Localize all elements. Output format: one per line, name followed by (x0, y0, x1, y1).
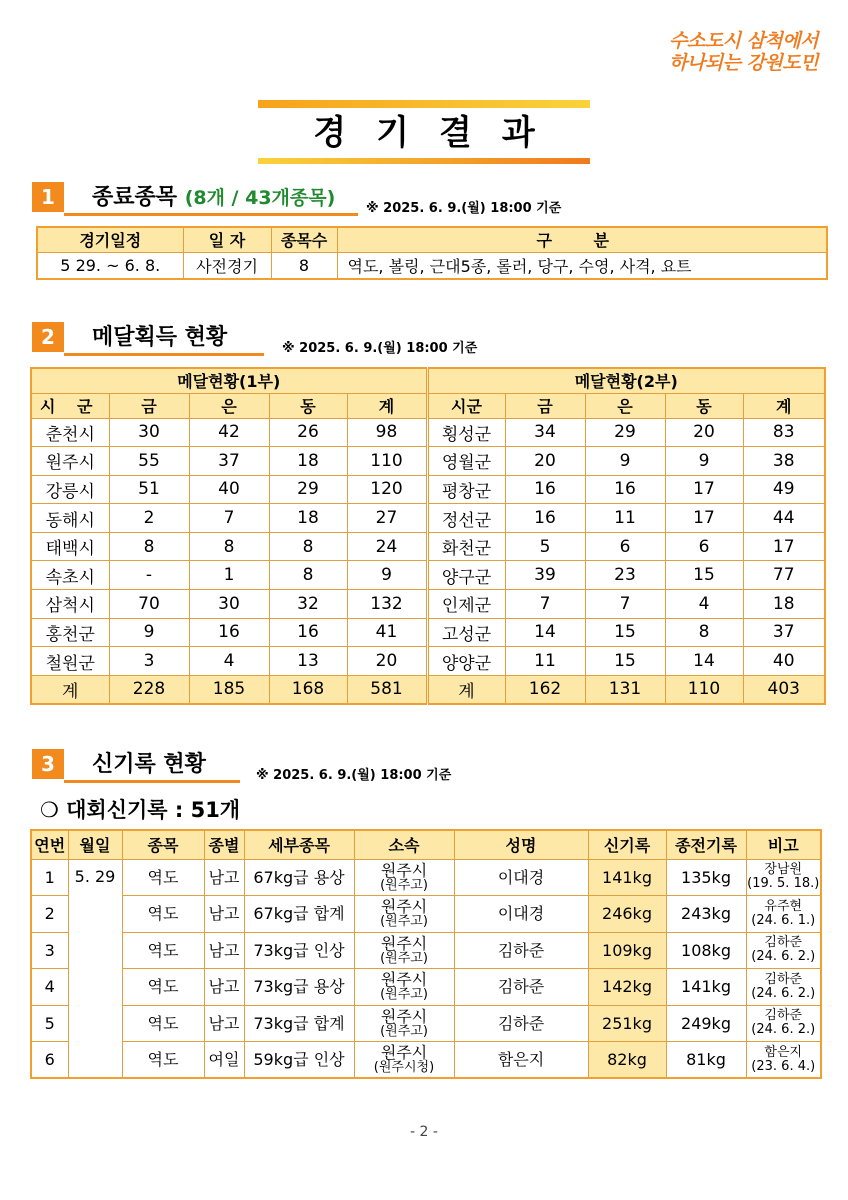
col-header: 세부종목 (244, 830, 354, 859)
col-header: 경기일정 (37, 227, 183, 252)
record-new: 142kg (588, 969, 666, 1006)
medal-count: 29 (269, 475, 347, 504)
medal-count: 6 (585, 532, 665, 561)
record-no: 6 (31, 1042, 68, 1079)
medal-count: 7 (505, 590, 585, 619)
org-city: 원주시 (380, 860, 428, 880)
region-name: 삼척시 (31, 590, 109, 619)
medal-count: 29 (585, 418, 665, 447)
medal-count: 41 (347, 618, 427, 647)
record-org (354, 969, 454, 1006)
medal-count: 37 (189, 447, 269, 476)
section-underline (64, 353, 264, 356)
medal-count: 44 (743, 504, 825, 533)
cell-sports: 역도, 볼링, 근대5종, 롤러, 당구, 수영, 사격, 요트 (337, 252, 827, 279)
medal-group-header-1: 메달현황(1부) (31, 368, 427, 393)
record-org (354, 896, 454, 933)
region-name: 정선군 (427, 504, 505, 533)
section-number: 3 (32, 749, 64, 779)
record-new: 82kg (588, 1042, 666, 1079)
region-name: 양양군 (427, 647, 505, 676)
col-header: 월일 (68, 830, 122, 859)
completed-events-table (36, 226, 828, 280)
medal-count: 16 (505, 504, 585, 533)
col-header: 비고 (746, 830, 821, 859)
medal-count: 9 (347, 561, 427, 590)
medal-count: 40 (189, 475, 269, 504)
medal-count: 7 (585, 590, 665, 619)
medal-count: 49 (743, 475, 825, 504)
record-event: 67kg급 용상 (244, 859, 354, 896)
col-header: 종별 (204, 830, 244, 859)
medal-count: 34 (505, 418, 585, 447)
note-holder: 장남원 (764, 862, 803, 878)
record-event: 73kg급 용상 (244, 969, 354, 1006)
medal-count: 9 (665, 447, 743, 476)
section-underline (64, 213, 358, 216)
col-header: 계 (743, 393, 825, 418)
note-holder: 김하준 (764, 935, 803, 951)
total-cell: 228 (109, 675, 189, 704)
medal-table (30, 367, 826, 705)
org-city: 원주시 (380, 970, 428, 990)
event-logo (669, 30, 818, 74)
medal-count: 5 (505, 532, 585, 561)
medal-count: 18 (743, 590, 825, 619)
medal-count: 23 (585, 561, 665, 590)
logo-line-1: 수소도시 삼척에서 (669, 30, 818, 52)
note-date: (23. 6. 4.) (751, 1058, 816, 1074)
record-no: 1 (31, 859, 68, 896)
col-header: 은 (189, 393, 269, 418)
medal-count: 1 (189, 561, 269, 590)
medal-row (31, 475, 825, 504)
medal-count: 14 (665, 647, 743, 676)
region-name: 평창군 (427, 475, 505, 504)
medal-count: 4 (665, 590, 743, 619)
record-athlete: 이대경 (454, 859, 588, 896)
record-event: 67kg급 합계 (244, 896, 354, 933)
record-row (31, 859, 821, 896)
medal-count: 30 (109, 418, 189, 447)
org-team: (원주고) (380, 877, 428, 893)
new-records-count: ❍ 대회신기록 : 51개 (40, 798, 241, 822)
logo-line-2: 하나되는 강원도민 (669, 52, 818, 74)
col-header: 성명 (454, 830, 588, 859)
record-no: 2 (31, 896, 68, 933)
record-category: 남고 (204, 969, 244, 1006)
record-category: 남고 (204, 932, 244, 969)
total-label: 계 (427, 675, 505, 704)
org-team: (원주고) (380, 1023, 428, 1039)
medal-group-header-2: 메달현황(2부) (427, 368, 825, 393)
record-event: 59kg급 인상 (244, 1042, 354, 1079)
record-note (746, 1005, 821, 1042)
medal-count: 120 (347, 475, 427, 504)
section-title: 종료종목 (8개 / 43개종목) (92, 185, 336, 210)
record-event: 73kg급 인상 (244, 932, 354, 969)
medal-count: 16 (505, 475, 585, 504)
col-header: 계 (347, 393, 427, 418)
page-title: 경기결과 (313, 113, 565, 153)
region-name: 속초시 (31, 561, 109, 590)
record-org (354, 859, 454, 896)
section-number: 1 (32, 182, 64, 212)
medal-count: 51 (109, 475, 189, 504)
record-new: 246kg (588, 896, 666, 933)
col-header: 일 자 (183, 227, 271, 252)
record-no: 3 (31, 932, 68, 969)
medal-count: 38 (743, 447, 825, 476)
note-holder: 함은지 (764, 1044, 803, 1060)
medal-count: 15 (585, 647, 665, 676)
medal-count: 2 (109, 504, 189, 533)
new-records-table (30, 829, 822, 1079)
note-date: (24. 6. 2.) (751, 985, 816, 1001)
note-date: (24. 6. 2.) (751, 1022, 816, 1038)
section-title: 신기록 현황 (92, 752, 206, 777)
medal-row (31, 618, 825, 647)
record-event: 73kg급 합계 (244, 1005, 354, 1042)
medal-count: 20 (665, 418, 743, 447)
medal-count: 20 (347, 647, 427, 676)
col-header: 금 (109, 393, 189, 418)
record-note (746, 896, 821, 933)
medal-count: 18 (269, 447, 347, 476)
page-number: - 2 - (410, 1124, 438, 1140)
region-name: 홍천군 (31, 618, 109, 647)
section-number: 2 (32, 322, 64, 352)
medal-count: 55 (109, 447, 189, 476)
col-header: 연번 (31, 830, 68, 859)
total-cell: 185 (189, 675, 269, 704)
record-sport: 역도 (122, 1005, 204, 1042)
org-team: (원주고) (380, 987, 428, 1003)
org-city: 원주시 (380, 1006, 428, 1026)
region-name: 철원군 (31, 647, 109, 676)
section-2-standard-time: ※ 2025. 6. 9.(월) 18:00 기준 (282, 341, 478, 356)
record-org (354, 1005, 454, 1042)
record-old: 141kg (666, 969, 746, 1006)
medal-count: 4 (189, 647, 269, 676)
medal-count: 13 (269, 647, 347, 676)
medal-count: 8 (665, 618, 743, 647)
section-title: 메달획득 현황 (92, 325, 228, 350)
record-note (746, 932, 821, 969)
note-holder: 유주현 (764, 898, 803, 914)
medal-count: 15 (585, 618, 665, 647)
medal-count: 7 (189, 504, 269, 533)
medal-count: 37 (743, 618, 825, 647)
medal-count: 98 (347, 418, 427, 447)
region-name: 고성군 (427, 618, 505, 647)
total-cell: 110 (665, 675, 743, 704)
medal-count: 32 (269, 590, 347, 619)
medal-count: 40 (743, 647, 825, 676)
region-name: 양구군 (427, 561, 505, 590)
note-date: (19. 5. 18.) (747, 876, 820, 892)
medal-count: 39 (505, 561, 585, 590)
medal-count: 6 (665, 532, 743, 561)
record-sport: 역도 (122, 932, 204, 969)
record-row (31, 896, 821, 933)
medal-count: 16 (585, 475, 665, 504)
total-cell: 162 (505, 675, 585, 704)
record-old: 135kg (666, 859, 746, 896)
cell-date: 사전경기 (183, 252, 271, 279)
col-header: 종전기록 (666, 830, 746, 859)
medal-count: 20 (505, 447, 585, 476)
col-header: 시군 (427, 393, 505, 418)
medal-count: 110 (347, 447, 427, 476)
section-subtitle: (8개 / 43개종목) (184, 187, 336, 209)
region-name: 영월군 (427, 447, 505, 476)
record-sport: 역도 (122, 859, 204, 896)
total-cell: 403 (743, 675, 825, 704)
record-no: 5 (31, 1005, 68, 1042)
medal-count: 15 (665, 561, 743, 590)
record-new: 109kg (588, 932, 666, 969)
total-cell: 168 (269, 675, 347, 704)
title-bar-top (258, 100, 590, 108)
col-header: 시 군 (31, 393, 109, 418)
medal-row (31, 590, 825, 619)
col-header: 동 (665, 393, 743, 418)
medal-count: 17 (743, 532, 825, 561)
col-header: 구 분 (337, 227, 827, 252)
medal-count: 11 (585, 504, 665, 533)
record-row (31, 1042, 821, 1079)
medal-count: 132 (347, 590, 427, 619)
record-athlete: 김하준 (454, 969, 588, 1006)
medal-count: 27 (347, 504, 427, 533)
medal-row (31, 418, 825, 447)
title-bar-bottom (258, 158, 590, 164)
medal-count: - (109, 561, 189, 590)
medal-count: 26 (269, 418, 347, 447)
medal-row (31, 504, 825, 533)
medal-count: 17 (665, 475, 743, 504)
total-label: 계 (31, 675, 109, 704)
record-old: 243kg (666, 896, 746, 933)
medal-count: 16 (269, 618, 347, 647)
medal-count: 14 (505, 618, 585, 647)
note-date: (24. 6. 1.) (751, 912, 816, 928)
medal-row (31, 561, 825, 590)
record-new: 251kg (588, 1005, 666, 1042)
section-underline (64, 780, 240, 783)
record-org (354, 932, 454, 969)
record-athlete: 김하준 (454, 1005, 588, 1042)
region-name: 횡성군 (427, 418, 505, 447)
region-name: 원주시 (31, 447, 109, 476)
record-row (31, 932, 821, 969)
total-cell: 131 (585, 675, 665, 704)
col-header: 소속 (354, 830, 454, 859)
org-team: (원주고) (380, 950, 428, 966)
record-sport: 역도 (122, 896, 204, 933)
medal-count: 42 (189, 418, 269, 447)
medal-count: 8 (269, 561, 347, 590)
region-name: 화천군 (427, 532, 505, 561)
section-1-standard-time: ※ 2025. 6. 9.(월) 18:00 기준 (366, 201, 562, 216)
medal-count: 3 (109, 647, 189, 676)
medal-row (31, 447, 825, 476)
record-category: 남고 (204, 859, 244, 896)
record-row (31, 1005, 821, 1042)
medal-count: 11 (505, 647, 585, 676)
medal-row (31, 532, 825, 561)
col-header: 종목수 (271, 227, 337, 252)
medal-row (31, 647, 825, 676)
region-name: 동해시 (31, 504, 109, 533)
region-name: 강릉시 (31, 475, 109, 504)
cell-count: 8 (271, 252, 337, 279)
col-header: 은 (585, 393, 665, 418)
record-note (746, 1042, 821, 1079)
record-category: 남고 (204, 896, 244, 933)
medal-count: 16 (189, 618, 269, 647)
record-old: 108kg (666, 932, 746, 969)
medal-count: 17 (665, 504, 743, 533)
note-holder: 김하준 (764, 971, 803, 987)
record-row (31, 969, 821, 1006)
record-sport: 역도 (122, 969, 204, 1006)
record-note (746, 969, 821, 1006)
record-no: 4 (31, 969, 68, 1006)
org-city: 원주시 (380, 933, 428, 953)
section-2-heading (32, 322, 264, 356)
region-name: 춘천시 (31, 418, 109, 447)
medal-count: 8 (269, 532, 347, 561)
record-athlete: 이대경 (454, 896, 588, 933)
medal-count: 83 (743, 418, 825, 447)
org-team: (원주시청) (373, 1060, 435, 1075)
record-sport: 역도 (122, 1042, 204, 1079)
note-date: (24. 6. 2.) (751, 949, 816, 965)
medal-count: 18 (269, 504, 347, 533)
medal-count: 9 (585, 447, 665, 476)
note-holder: 김하준 (764, 1008, 803, 1024)
record-org (354, 1042, 454, 1079)
medal-count: 30 (189, 590, 269, 619)
col-header: 동 (269, 393, 347, 418)
section-3-heading (32, 749, 240, 783)
page-title-box (258, 100, 590, 164)
section-1-heading (32, 182, 358, 216)
total-cell: 581 (347, 675, 427, 704)
region-name: 태백시 (31, 532, 109, 561)
record-old: 249kg (666, 1005, 746, 1042)
record-note (746, 859, 821, 896)
medal-count: 70 (109, 590, 189, 619)
section-3-standard-time: ※ 2025. 6. 9.(월) 18:00 기준 (256, 768, 452, 783)
col-header: 종목 (122, 830, 204, 859)
cell-schedule: 5 29. ~ 6. 8. (37, 252, 183, 279)
org-team: (원주고) (380, 914, 428, 930)
record-old: 81kg (666, 1042, 746, 1079)
record-date: 5. 29 (68, 859, 122, 1078)
record-category: 남고 (204, 1005, 244, 1042)
medal-count: 77 (743, 561, 825, 590)
col-header: 금 (505, 393, 585, 418)
medal-count: 8 (189, 532, 269, 561)
medal-count: 8 (109, 532, 189, 561)
org-city: 원주시 (380, 897, 428, 917)
region-name: 인제군 (427, 590, 505, 619)
org-city: 원주시 (380, 1043, 428, 1062)
medal-count: 9 (109, 618, 189, 647)
col-header: 신기록 (588, 830, 666, 859)
record-category: 여일 (204, 1042, 244, 1079)
record-athlete: 함은지 (454, 1042, 588, 1079)
record-athlete: 김하준 (454, 932, 588, 969)
record-new: 141kg (588, 859, 666, 896)
medal-count: 24 (347, 532, 427, 561)
